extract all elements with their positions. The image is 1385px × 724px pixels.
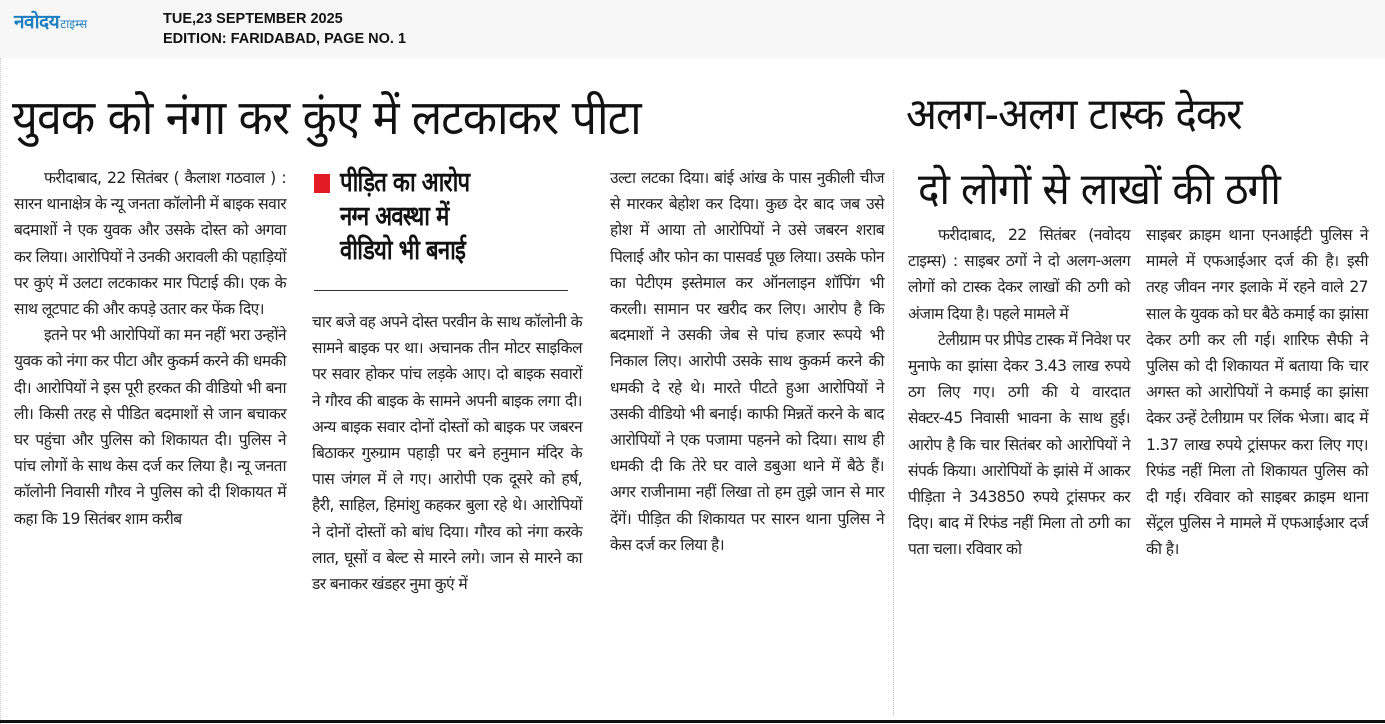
story1-headline: युवक को नंगा कर कुंए में लटकाकर पीटा — [12, 90, 641, 146]
story1-column-1 — [14, 165, 286, 532]
newspaper-logo — [14, 8, 88, 33]
edition-info — [163, 9, 406, 49]
red-square-bullet-icon — [314, 174, 330, 193]
logo-main-text: नवोदय — [14, 11, 60, 33]
edition-header — [0, 0, 1385, 58]
edition-page: EDITION: FARIDABAD, PAGE NO. 1 — [163, 31, 407, 47]
story1-subheadline — [314, 166, 569, 268]
story2-headline-line1: अलग-अलग टास्क देकर — [906, 89, 1242, 140]
story1-col1-paragraph: फरीदाबाद, 22 सितंबर ( कैलाश गठवाल ) : सारन थानाक्षेत्र के न्यू जनता कॉलोनी में बाइक सवार बदमाशों ने एक युवक और उसके दोस्त को अगवा कर लिया। आरोपियों ने उनकी अरावली की पहाड़ियों पर कुएं में उलटा लटकाकर मार पिटाई की। एक के साथ लूटपाट की और कपड़े उतार कर फेंक दिए। — [14, 169, 286, 319]
subhead-divider — [314, 290, 568, 291]
story1-col3-paragraph: उल्टा लटका दिया। बांई आंख के पास नुकीली चीज से मारकर बेहोश कर दिया। कुछ देर बाद जब उसे होश में आया तो आरोपियों ने उसे जबरन शराब पिलाई और फोन का पासवर्ड पूछ लिया। उसके फोन का पेटीएम इस्तेमाल कर ऑनलाइन शॉपिंग भी करली। सामान पर खरीद कर लिए। आरोप है कि बदमाशों ने उसकी जेब से पांच हजार रूपये भी निकाल लिए। आरोपी उसके साथ कुकर्म करने की धमकी दे रहे थे। मारते पीटते हुआ आरोपियों ने उसकी वीडियो भी बनाई। काफी मिन्नतें करने के बाद आरोपियों ने एक पजामा पहनने को दिया। साथ ही धमकी दी कि तेरे घर वाले डबुआ थाने में बैठे हैं। अगर राजीनामा नहीं लिखा तो हम तुझे जान से मार देंगें। पीड़ित की शिकायत पर सारन थाना पुलिस ने केस दर्ज कर लिया है। — [610, 169, 884, 554]
story2-col1-paragraph: टेलीग्राम पर प्रीपेड टास्क में निवेश पर मुनाफे का झांसा देकर 3.43 लाख रुपये ठग लिए गए। ठगी की ये वारदात सेक्टर-45 निवासी भावना के साथ हुई। आरोप है कि चार सितंबर को आरोपियों ने संपर्क किया। आरोपियों के झांसे में आकर पीड़िता ने 343850 रुपये ट्रांसफर कर दिए। बाद में रिफंड नहीं मिला तो ठगी का पता चला। रविवार को — [908, 330, 1130, 559]
story2-column-2 — [1146, 222, 1368, 563]
logo-sub-text: टाइम्स — [60, 17, 88, 31]
story2-column-1 — [908, 222, 1130, 563]
edition-date: TUE,23 SEPTEMBER 2025 — [163, 11, 343, 27]
story2-col1-paragraph: फरीदाबाद, 22 सितंबर (नवोदय टाइम्स) : साइबर ठगों ने दो अलग-अलग लोगों को टास्क देकर लाखों की ठगी को अंजाम दिया है। पहले मामले में — [908, 226, 1130, 323]
story1-col1-paragraph: इतने पर भी आरोपियों का मन नहीं भरा उन्होंने युवक को नंगा कर पीटा और कुकर्म करने की धमकी दी। आरोपियों ने इस पूरी हरकत की वीडियो भी बना ली। किसी तरह से पीडित बदमाशों से जान बचाकर घर पहुंचा और पुलिस को शिकायत दी। पुलिस ने पांच लोगों के साथ केस दर्ज कर लिया है। न्यू जनता कॉलोनी निवासी गौरव ने पुलिस को दी शिकायत में कहा कि 19 सितंबर शाम करीब — [14, 326, 286, 528]
story1-column-3 — [610, 165, 884, 558]
subhead-line: वीडियो भी बनाई — [340, 235, 466, 266]
story1-column-2 — [312, 309, 582, 597]
page-bottom-rule — [0, 720, 1385, 723]
subhead-line: पीड़ित का आरोप — [340, 167, 470, 198]
story-divider — [893, 170, 894, 715]
story2-col2-paragraph: साइबर क्राइम थाना एनआईटी पुलिस ने मामले में एफआईआर दर्ज की है। इसी तरह जीवन नगर इलाके में रहने वाले 27 साल के युवक को घर बैठे कमाई का झांसा देकर ठगी कर ली गई। शारिफ सैफी ने पुलिस को दी शिकायत में बताया कि चार अगस्त को आरोपियों ने कमाई का झांसा देकर उन्हें टेलीग्राम पर लिंक भेजा। बाद में 1.37 लाख रुपये ट्रांसफर करा लिए गए। रिफंड नहीं मिला तो शिकायत पुलिस को दी गई। रविवार को साइबर क्राइम थाना सेंट्रल पुलिस ने मामले में एफआईआर दर्ज की है। — [1146, 226, 1368, 559]
story1-col2-paragraph: चार बजे वह अपने दोस्त परवीन के साथ कॉलोनी के सामने बाइक पर था। अचानक तीन मोटर साइकिल पर सवार होकर पांच लड़के आए। दो बाइक सवारों ने गौरव की बाइक के सामने अपनी बाइक लगा दी। अन्य बाइक सवार दोनों दोस्तों को बाइक पर जबरन बिठाकर गुरुग्राम पहाड़ी पर बने हनुमान मंदिर के पास जंगल में ले गए। आरोपी एक दूसरे को हर्ष, हैरी, साहिल, हिमांशु कहकर बुला रहे थे। आरोपियों ने दोनों दोस्तों को बांध दिया। गौरव को नंगा करके लात, घूसों व बेल्ट से मारने लगे। जान से मारने का डर बनाकर खंडहर नुमा कुएं में — [312, 313, 582, 594]
subhead-line: नग्न अवस्था में — [340, 201, 449, 232]
story2-headline-line2: दो लोगों से लाखों की ठगी — [918, 164, 1280, 215]
